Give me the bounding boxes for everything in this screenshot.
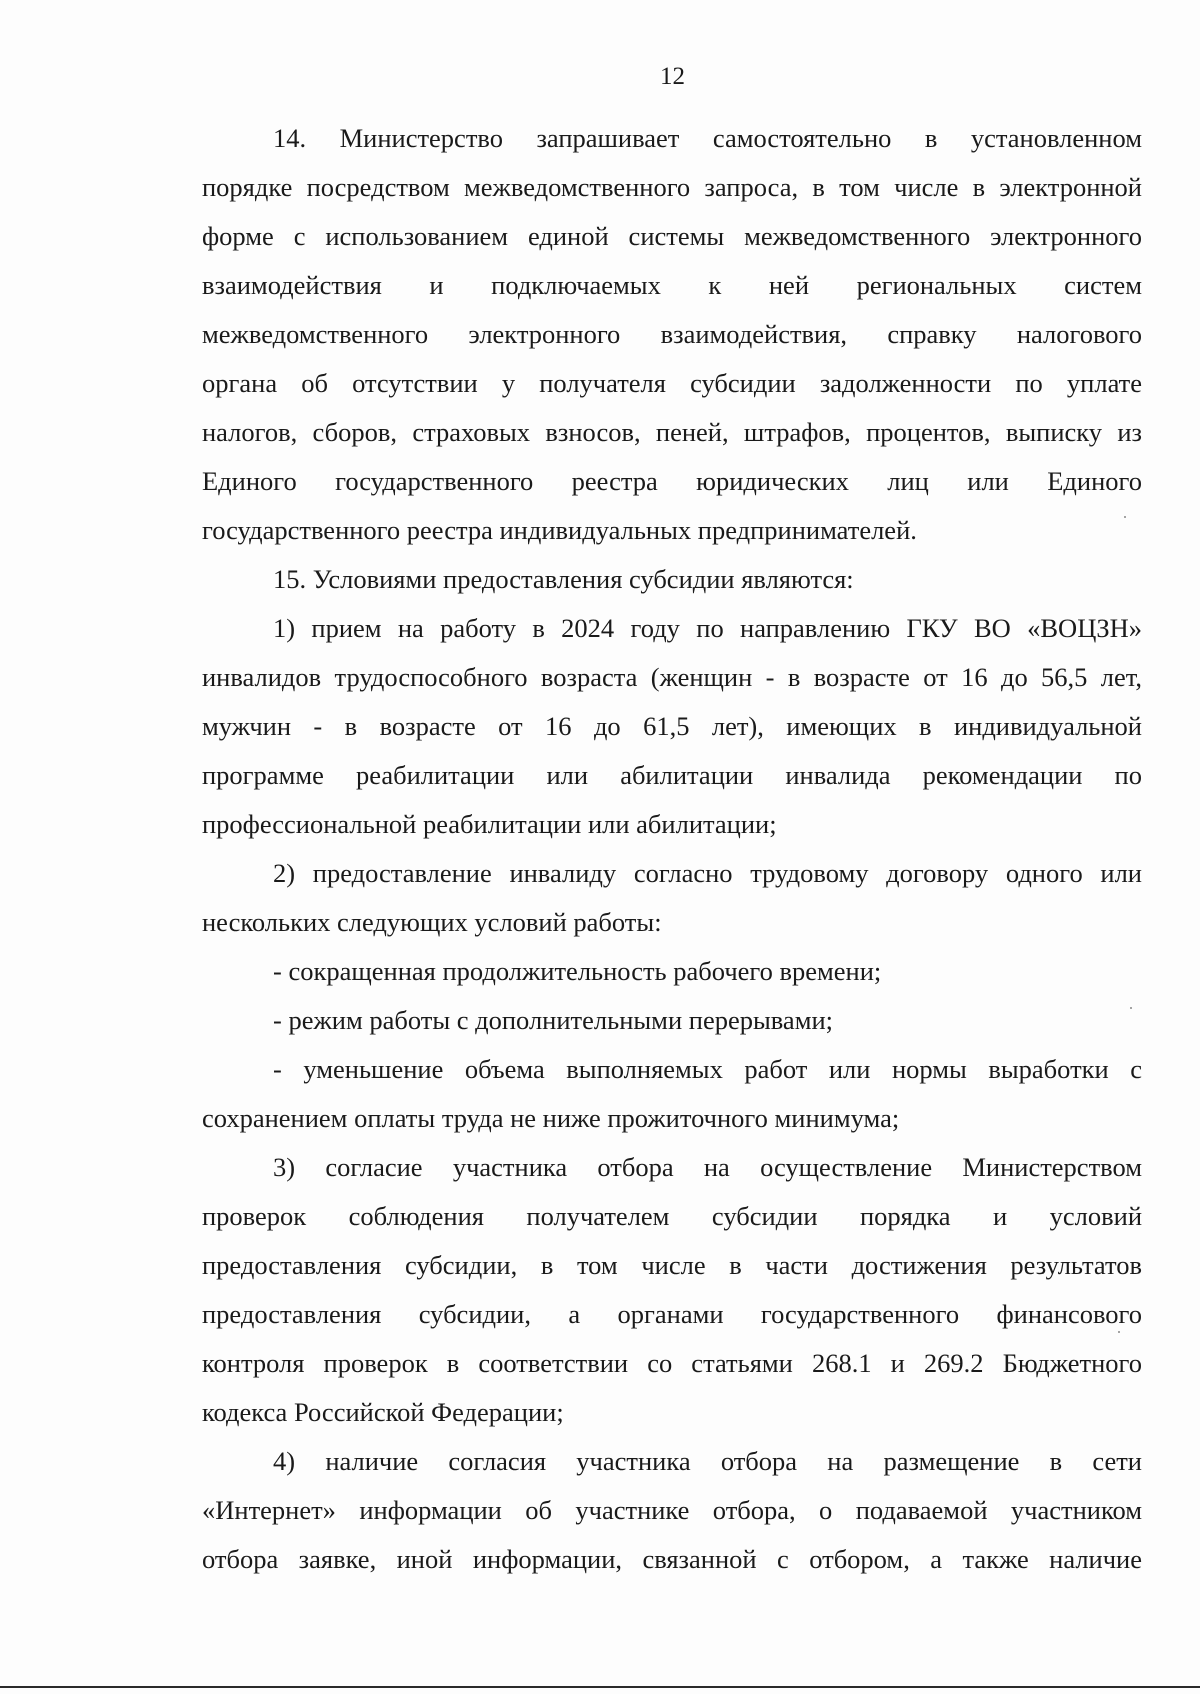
paragraph bbox=[202, 996, 1142, 1045]
text-line: предоставления субсидии, а органами государственного финансового bbox=[202, 1299, 1142, 1329]
text-line: органа об отсутствии у получателя субсидии задолженности по уплате bbox=[202, 368, 1142, 398]
bottom-scan-edge bbox=[0, 1686, 1200, 1688]
text-line: 1) прием на работу в 2024 году по направлению ГКУ ВО «ВОЦЗН» bbox=[273, 613, 1142, 643]
text-line: предоставления субсидии, в том числе в части достижения результатов bbox=[202, 1250, 1142, 1280]
text-line: порядке посредством межведомственного запроса, в том числе в электронной bbox=[202, 172, 1142, 202]
text-line: 2) предоставление инвалиду согласно трудовому договору одного или bbox=[273, 858, 1142, 888]
document-body bbox=[202, 114, 1142, 1584]
text-line: сохранением оплаты труда не ниже прожиточного минимума; bbox=[202, 1103, 900, 1133]
text-line: проверок соблюдения получателем субсидии порядка и условий bbox=[202, 1201, 1142, 1231]
paragraph bbox=[202, 604, 1142, 849]
scan-speck bbox=[1118, 1331, 1120, 1333]
text-line: межведомственного электронного взаимодействия, справку налогового bbox=[202, 319, 1142, 349]
text-line: взаимодействия и подключаемых к ней региональных систем bbox=[202, 270, 1142, 300]
text-line: профессиональной реабилитации или абилитации; bbox=[202, 809, 777, 839]
paragraph bbox=[202, 555, 1142, 604]
text-line: программе реабилитации или абилитации инвалида рекомендации по bbox=[202, 760, 1142, 790]
text-line: налогов, сборов, страховых взносов, пеней, штрафов, процентов, выписку из bbox=[202, 417, 1142, 447]
text-line: 15. Условиями предоставления субсидии являются: bbox=[273, 564, 854, 594]
text-line: контроля проверок в соответствии со статьями 268.1 и 269.2 Бюджетного bbox=[202, 1348, 1142, 1378]
text-line: кодекса Российской Федерации; bbox=[202, 1397, 564, 1427]
paragraph bbox=[202, 1045, 1142, 1143]
text-line: - уменьшение объема выполняемых работ или нормы выработки с bbox=[273, 1054, 1142, 1084]
text-line: - режим работы с дополнительными перерывами; bbox=[273, 1005, 834, 1035]
text-line: 3) согласие участника отбора на осуществление Министерством bbox=[273, 1152, 1142, 1182]
text-line: 14. Министерство запрашивает самостоятельно в установленном bbox=[273, 123, 1142, 153]
text-line: нескольких следующих условий работы: bbox=[202, 907, 662, 937]
paragraph bbox=[202, 114, 1142, 555]
paragraph bbox=[202, 1143, 1142, 1437]
scan-speck bbox=[1130, 1007, 1132, 1009]
text-line: «Интернет» информации об участнике отбора, о подаваемой участником bbox=[202, 1495, 1142, 1525]
scan-speck bbox=[1124, 516, 1126, 518]
paragraph bbox=[202, 849, 1142, 947]
text-line: 4) наличие согласия участника отбора на размещение в сети bbox=[273, 1446, 1142, 1476]
text-line: мужчин - в возрасте от 16 до 61,5 лет), имеющих в индивидуальной bbox=[202, 711, 1142, 741]
paragraph bbox=[202, 1437, 1142, 1584]
text-line: государственного реестра индивидуальных предпринимателей. bbox=[202, 515, 917, 545]
text-line: отбора заявке, иной информации, связанной с отбором, а также наличие bbox=[202, 1544, 1142, 1574]
text-line: форме с использованием единой системы межведомственного электронного bbox=[202, 221, 1142, 251]
text-line: инвалидов трудоспособного возраста (женщин - в возрасте от 16 до 56,5 лет, bbox=[202, 662, 1142, 692]
text-line: - сокращенная продолжительность рабочего времени; bbox=[273, 956, 882, 986]
text-line: Единого государственного реестра юридических лиц или Единого bbox=[202, 466, 1142, 496]
paragraph bbox=[202, 947, 1142, 996]
page-number: 12 bbox=[660, 63, 685, 90]
